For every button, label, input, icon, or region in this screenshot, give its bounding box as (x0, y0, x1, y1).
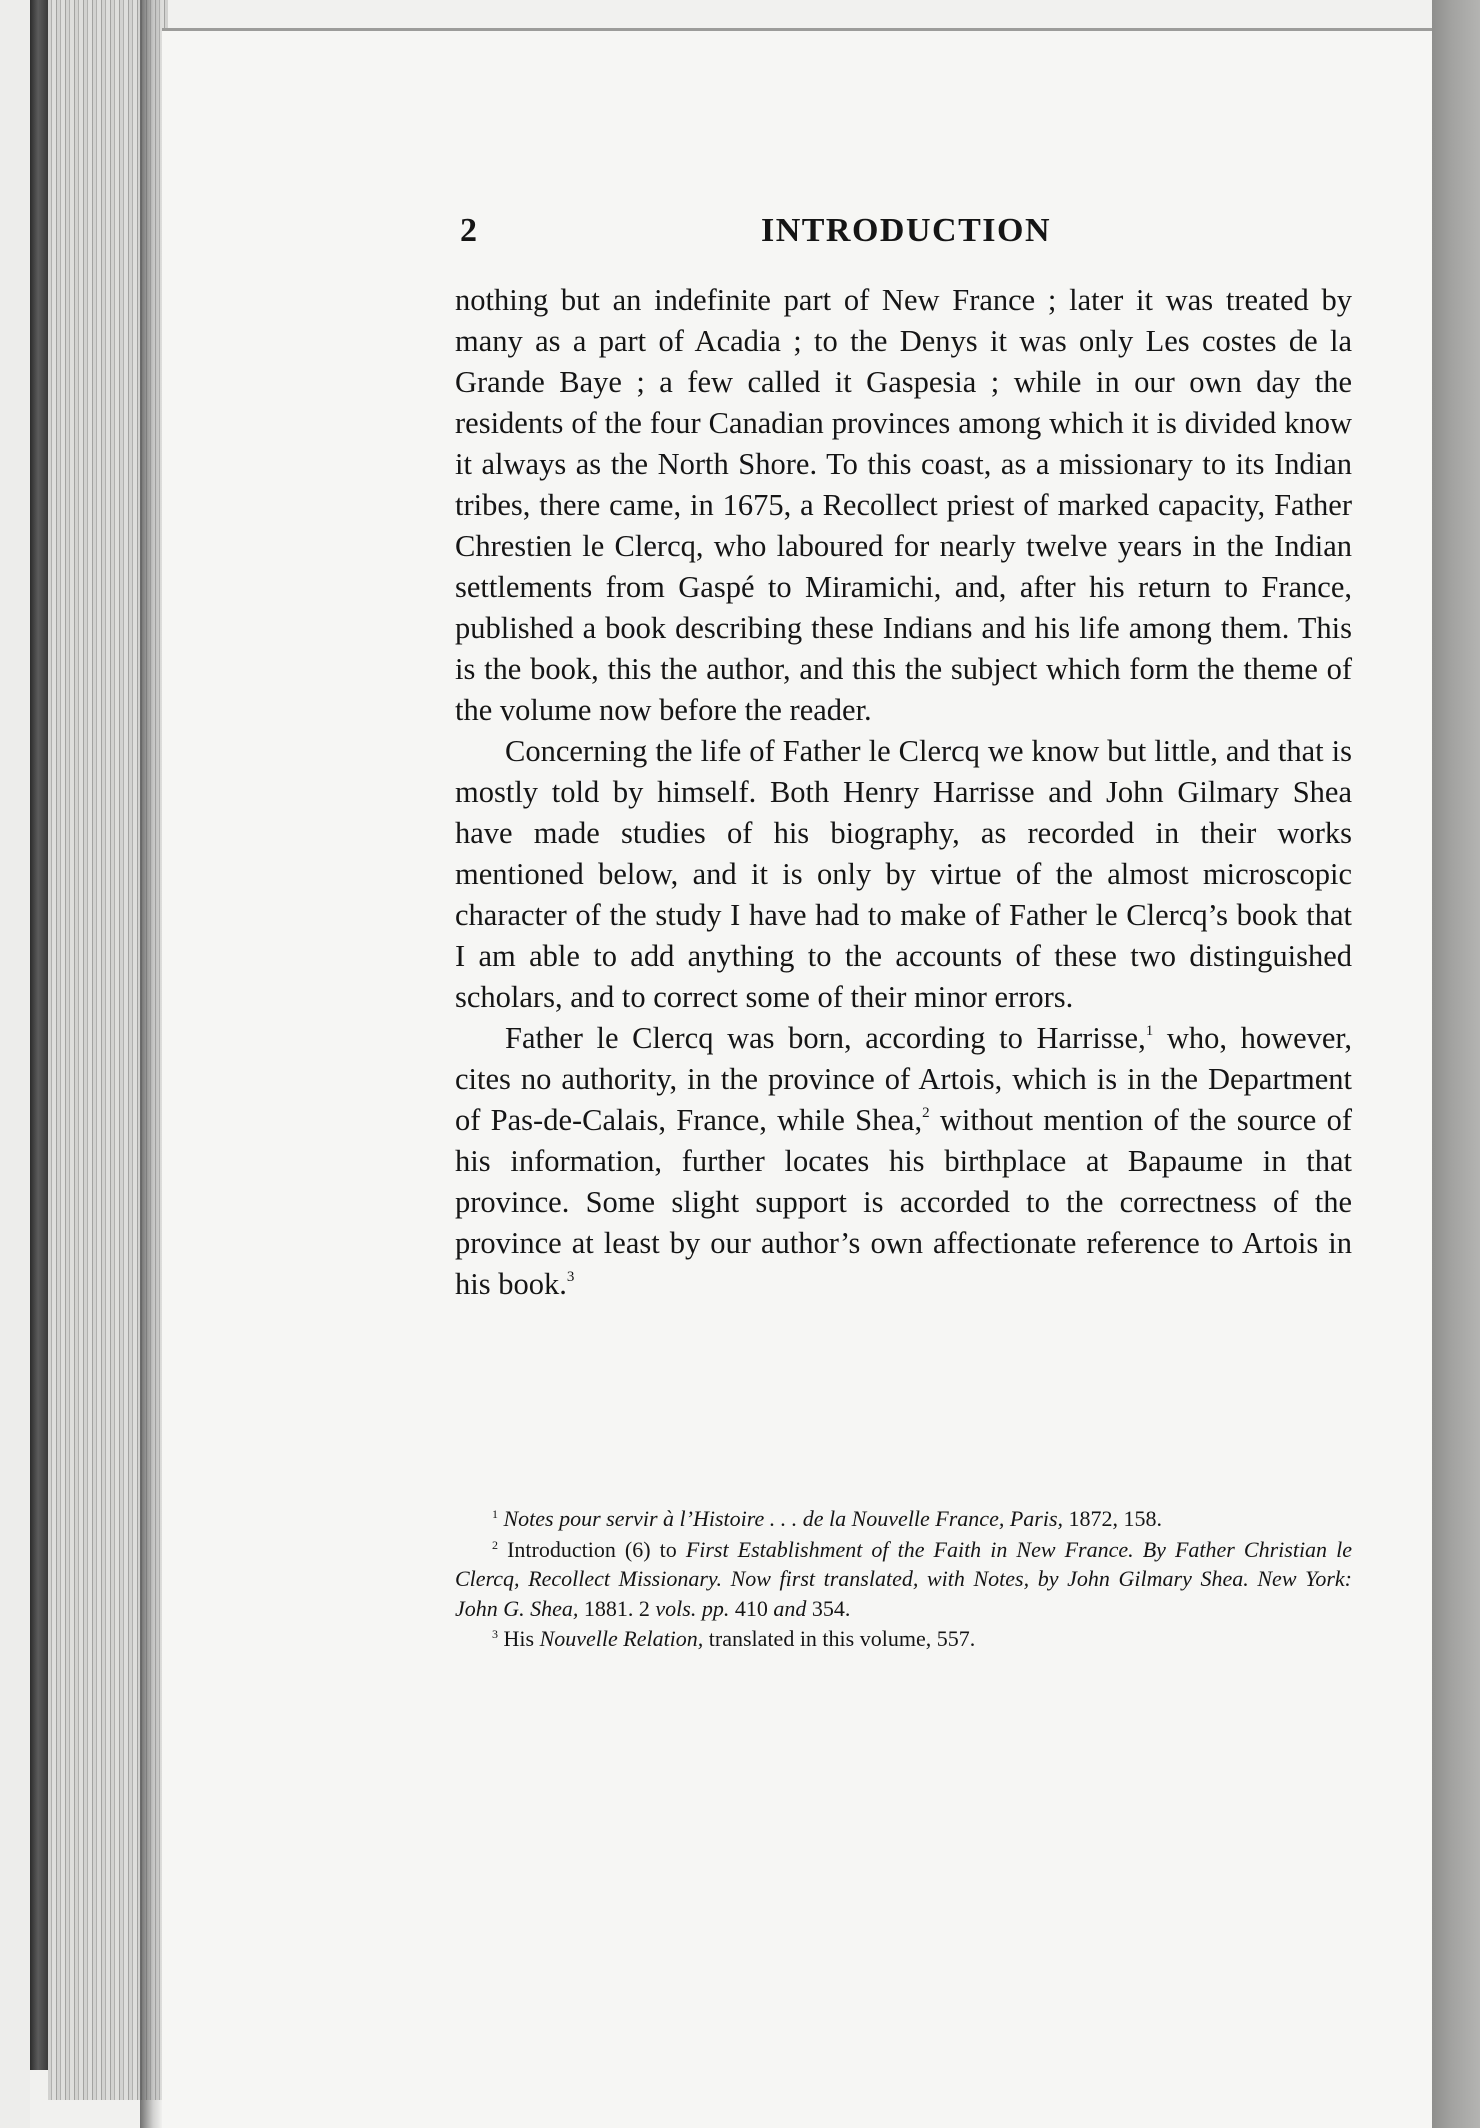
footnote-1-title: Notes pour servir à l’Histoire . . . de la Nouvelle France, Paris, (503, 1506, 1064, 1531)
paragraph-2: Concerning the life of Father le Clercq we know but little, and that is mostly told by himself. Both Henry Harrisse and John Gilmary Shea have made studies of his biography, as recorded in their works mentioned below, and it is only by virtue of the almost microscopic character of the study I have had to make of Father le Clercq’s book that I am able to add anything to the accounts of these two distinguished scholars, and to correct some of their minor errors. (455, 734, 1352, 1014)
footnote-2-vols: vols. pp. (655, 1595, 730, 1621)
footnote-ref-3: 3 (566, 1269, 575, 1285)
footnote-1-mark: 1 (492, 1507, 498, 1521)
footnote-2-lead: Introduction (6) to (507, 1536, 686, 1562)
footnote-1-rest: 1872, 158. (1063, 1506, 1163, 1531)
footnote-2 (455, 1535, 1352, 1624)
running-title: INTRODUCTION (760, 212, 1052, 249)
footnote-3-lead: His (503, 1626, 540, 1651)
page-number: 2 (460, 212, 477, 249)
footnotes (455, 1504, 1352, 1655)
footnote-2-mid: 1881. 2 (578, 1595, 656, 1621)
footnote-ref-2: 2 (922, 1105, 930, 1121)
paragraph-1: nothing but an indefinite part of New France ; later it was treated by many as a part of Acadia ; to the Denys it was only Les costes de la Grande Baye ; a few called it Gaspesia ; while in our own day the residents of the four Canadian provinces among which it is divided know it always as the North Shore. To this coast, as a missionary to its Indian tribes, there came, in 1675, a Recollect priest of marked capacity, Father Chrestien le Clercq, who laboured for nearly twelve years in the Indian settlements from Gaspé to Miramichi, and, after his return to France, published a book describing these Indians and his life among them. This is the book, this the author, and this the subject which form the theme of the volume now before the reader. (455, 283, 1352, 727)
paragraph-3-text-c: without mention of the source of his information, further locates his birthplace at Bapaume in that province. Some slight support is accorded to the correctness of the province at least by our author’s own affectionate reference to Artois in his book. (455, 1103, 1352, 1301)
footnote-2-and: and (773, 1595, 807, 1621)
book-spine-edge (30, 0, 48, 2070)
scan-background (0, 0, 30, 2128)
paragraph-3-text-b: who, however, cites no authority, in the province of Artois, which is in the Department of Pas-de-Calais, France, while Shea, (455, 1021, 1352, 1137)
body-text (455, 280, 1352, 1305)
footnote-2-end: 354. (806, 1595, 851, 1621)
footnote-2-mark: 2 (492, 1537, 498, 1552)
page-header (460, 212, 1352, 262)
gutter-shadow (140, 0, 162, 2128)
page-right-shadow (1432, 0, 1480, 2128)
paragraph-3 (455, 1018, 1352, 1305)
footnote-ref-1: 1 (1145, 1023, 1154, 1039)
footnote-1 (455, 1504, 1352, 1534)
footnote-3 (455, 1624, 1352, 1654)
footnote-2-title: First Establishment of the Faith in New France. By Father Christian le Clercq, Recollect Missionary. Now first translated, with Notes, by John Gilmary Shea. New York: John G. Shea, (455, 1536, 1353, 1621)
footnote-3-rest: translated in this volume, 557. (703, 1626, 976, 1651)
paragraph-3-text-a: Father le Clercq was born, according to Harrisse, (505, 1021, 1146, 1055)
footnote-3-mark: 3 (492, 1627, 498, 1641)
footnote-2-pages: 410 (729, 1595, 774, 1621)
footnote-3-title: Nouvelle Relation, (539, 1626, 704, 1651)
